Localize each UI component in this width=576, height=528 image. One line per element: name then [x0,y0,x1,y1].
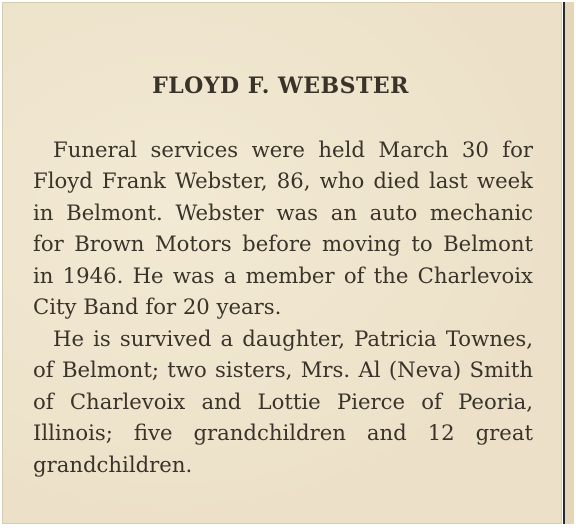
obituary-paragraph-1: Funeral services were held March 30 for Floyd Frank Webster, 86, who died last week in Belmont. Webster was an auto mechanic for Brown Motors before moving to Belmont in 1946. He was a member of the Charlevoix City Band for 20 years. [33,137,533,320]
adjacent-column-edge [563,2,574,524]
obituary-headline: FLOYD F. WEBSTER [152,73,409,99]
obituary-paragraph-2: He is survived a daughter, Patricia Townes, of Belmont; two sisters, Mrs. Al (Neva) Smith of Charlevoix and Lottie Pierce of Peoria, Illinois; five grandchildren and 12 great grandchildren. [33,326,533,477]
newspaper-clipping [2,2,562,524]
